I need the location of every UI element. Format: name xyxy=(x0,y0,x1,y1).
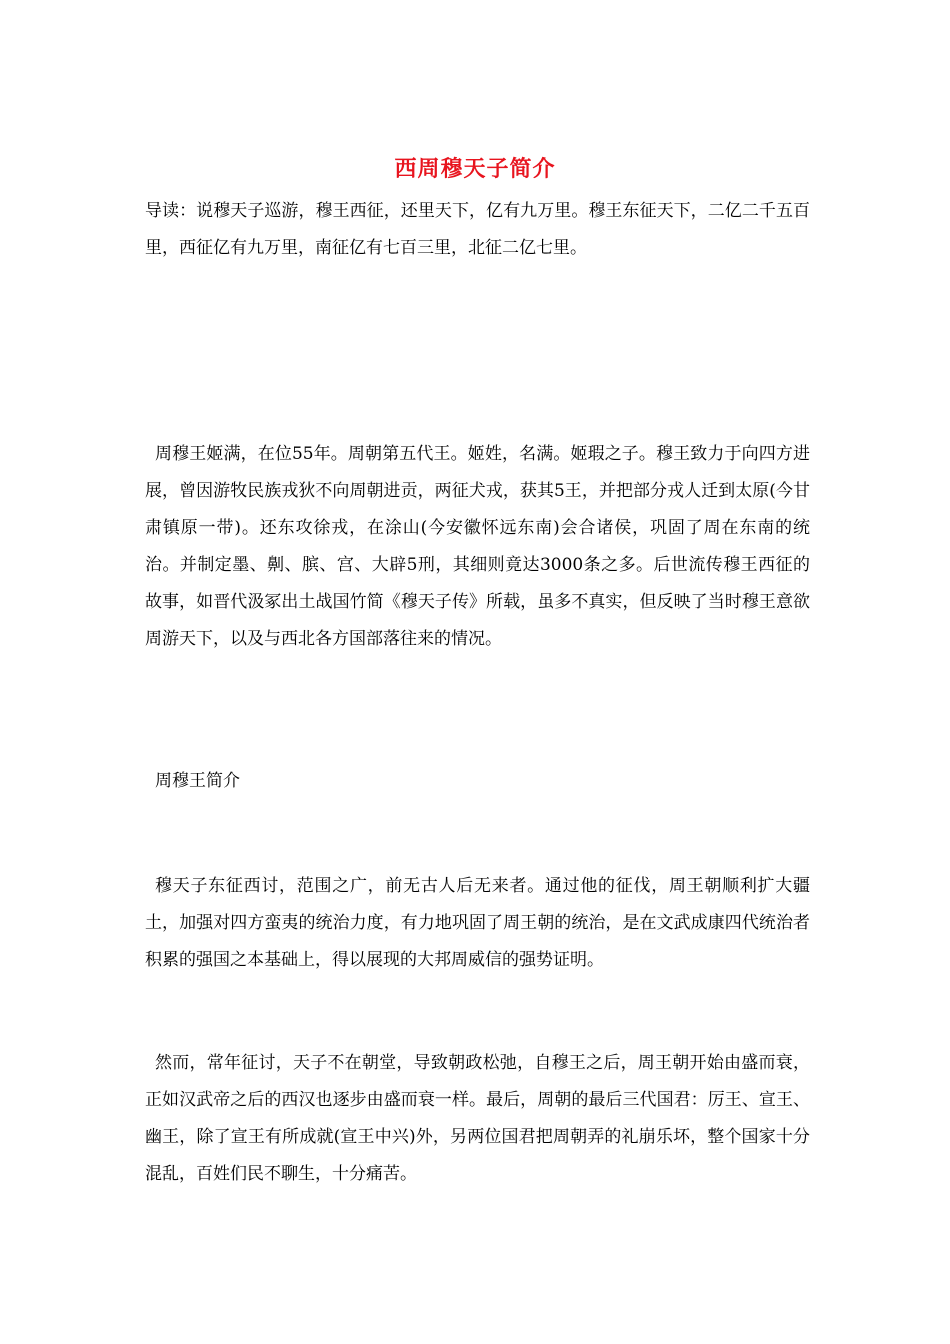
body-paragraph-1: 周穆王姬满，在位55年。周朝第五代王。姬姓，名满。姬瑕之子。穆王致力于向四方进展，曾因游牧民族戎狄不向周朝进贡，两征犬戎，获其5王，并把部分戎人迁到太原(今甘肃镇原一带)。还东攻徐戎，在涂山(今安徽怀远东南)会合诸侯，巩固了周在东南的统治。并制定墨、劓、膑、宫、大辟5刑，其细则竟达3000条之多。后世流传穆王西征的故事，如晋代汲冢出土战国竹简《穆天子传》所载，虽多不真实，但反映了当时穆王意欲周游天下，以及与西北各方国部落往来的情况。 xyxy=(145,444,810,649)
body-paragraph-3: 然而，常年征讨，天子不在朝堂，导致朝政松弛，自穆王之后，周王朝开始由盛而衰，正如汉武帝之后的西汉也逐步由盛而衰一样。最后，周朝的最后三代国君：厉王、宣王、幽王，除了宣王有所成就(宣王中兴)外，另两位国君把周朝弄的礼崩乐坏，整个国家十分混乱，百姓们民不聊生，十分痛苦。 xyxy=(145,1053,810,1184)
body-paragraph-2: 穆天子东征西讨，范围之广，前无古人后无来者。通过他的征伐，周王朝顺利扩大疆土，加强对四方蛮夷的统治力度，有力地巩固了周王朝的统治，是在文武成康四代统治者积累的强国之本基础上，得以展现的大邦周威信的强势证明。 xyxy=(145,876,810,970)
intro-paragraph: 导读：说穆天子巡游，穆王西征，还里天下，亿有九万里。穆王东征天下，二亿二千五百里，西征亿有九万里，南征亿有七百三里，北征二亿七里。 xyxy=(145,201,810,258)
section-heading: 周穆王简介 xyxy=(155,771,240,791)
document-title: 西周穆天子简介 xyxy=(394,156,556,182)
